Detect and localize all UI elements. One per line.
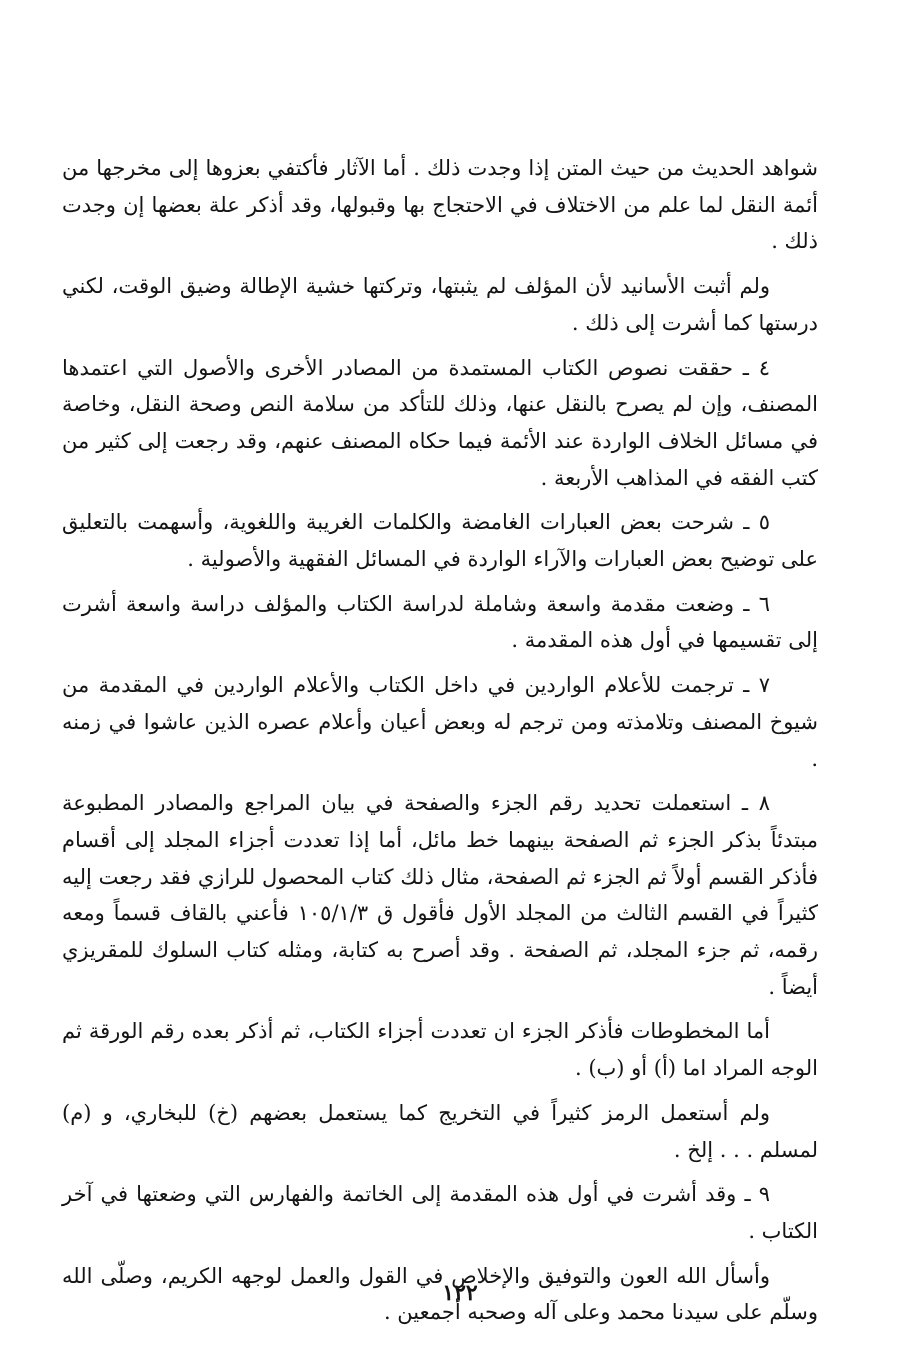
paragraph-hadith-witnesses: شواهد الحديث من حيث المتن إذا وجدت ذلك . أما الآثار فأكتفي بعزوها إلى مخرجها من أئمة النقل لما علم من الاختلاف في الاحتجاج بها وقبولها، وقد أذكر علة بعضها إن وجدت ذلك .	[62, 156, 818, 254]
paragraph-item-8: ٨ ـ استعملت تحديد رقم الجزء والصفحة في بيان المراجع والمصادر المطبوعة مبتدئاً بذكر الجزء ثم الصفحة بينهما خط مائل، أما إذا تعددت أجزاء المجلد إلى أقسام فأذكر القسم أولاً ثم الجزء ثم الصفحة، مثال ذلك كتاب المحصول للرازي فقد رجعت إليه كثيراً في القسم الثالث من المجلد الأول فأقول ق ١٠٥/١/٣ فأعني بالقاف قسماً ومعه رقمه، ثم جزء المجلد، ثم الصفحة . وقد أصرح به كتابة، ومثله كتاب السلوك للمقريزي أيضاً .	[62, 791, 818, 999]
paragraph-closing-prayer: وأسأل الله العون والتوفيق والإخلاص في القول والعمل لوجهه الكريم، وصلّى الله وسلّم على سيدنا محمد وعلى آله وصحبه أجمعين .	[62, 1263, 818, 1325]
paragraph-item-6: ٦ ـ وضعت مقدمة واسعة وشاملة لدراسة الكتاب والمؤلف دراسة واسعة أشرت إلى تقسيمها في أول هذه المقدمة .	[62, 591, 818, 653]
paragraph-item-7: ٧ ـ ترجمت للأعلام الواردين في داخل الكتاب والأعلام الواردين في المقدمة من شيوخ المصنف وتلامذته ومن ترجم له وبعض أعيان وأعلام عصره الذين عاشوا في زمنه .	[62, 673, 818, 771]
paragraph-item-4: ٤ ـ حققت نصوص الكتاب المستمدة من المصادر الأخرى والأصول التي اعتمدها المصنف، وإن لم يصرح بالنقل عنها، وذلك للتأكد من سلامة النص وصحة النقل، وخاصة في مسائل الخلاف الواردة عند الأئمة فيما حكاه المصنف عنهم، وقد رجعت إلى كثير من كتب الفقه في المذاهب الأربعة .	[62, 355, 818, 490]
paragraph-item-5: ٥ ـ شرحت بعض العبارات الغامضة والكلمات الغريبة واللغوية، وأسهمت بالتعليق على توضيح بعض العبارات والآراء الواردة في المسائل الفقهية والأصولية .	[62, 510, 818, 572]
paragraph-item-9: ٩ ـ وقد أشرت في أول هذه المقدمة إلى الخاتمة والفهارس التي وضعتها في آخر الكتاب .	[62, 1182, 818, 1243]
paragraph-manuscripts: أما المخطوطات فأذكر الجزء ان تعددت أجزاء الكتاب، ثم أذكر بعده رقم الورقة ثم الوجه المراد اما (أ) أو (ب) .	[62, 1019, 818, 1081]
paragraph-symbols: ولم أستعمل الرمز كثيراً في التخريج كما يستعمل بعضهم (خ) للبخاري، و (م) لمسلم . . . إلخ .	[62, 1100, 818, 1162]
paragraph-chains-of-narration: ولم أثبت الأسانيد لأن المؤلف لم يثبتها، وتركتها خشية الإطالة وضيق الوقت، لكني درستها كما أشرت إلى ذلك .	[62, 274, 818, 335]
page-number: ١٢٢	[442, 1280, 478, 1306]
page-body	[62, 150, 818, 1339]
